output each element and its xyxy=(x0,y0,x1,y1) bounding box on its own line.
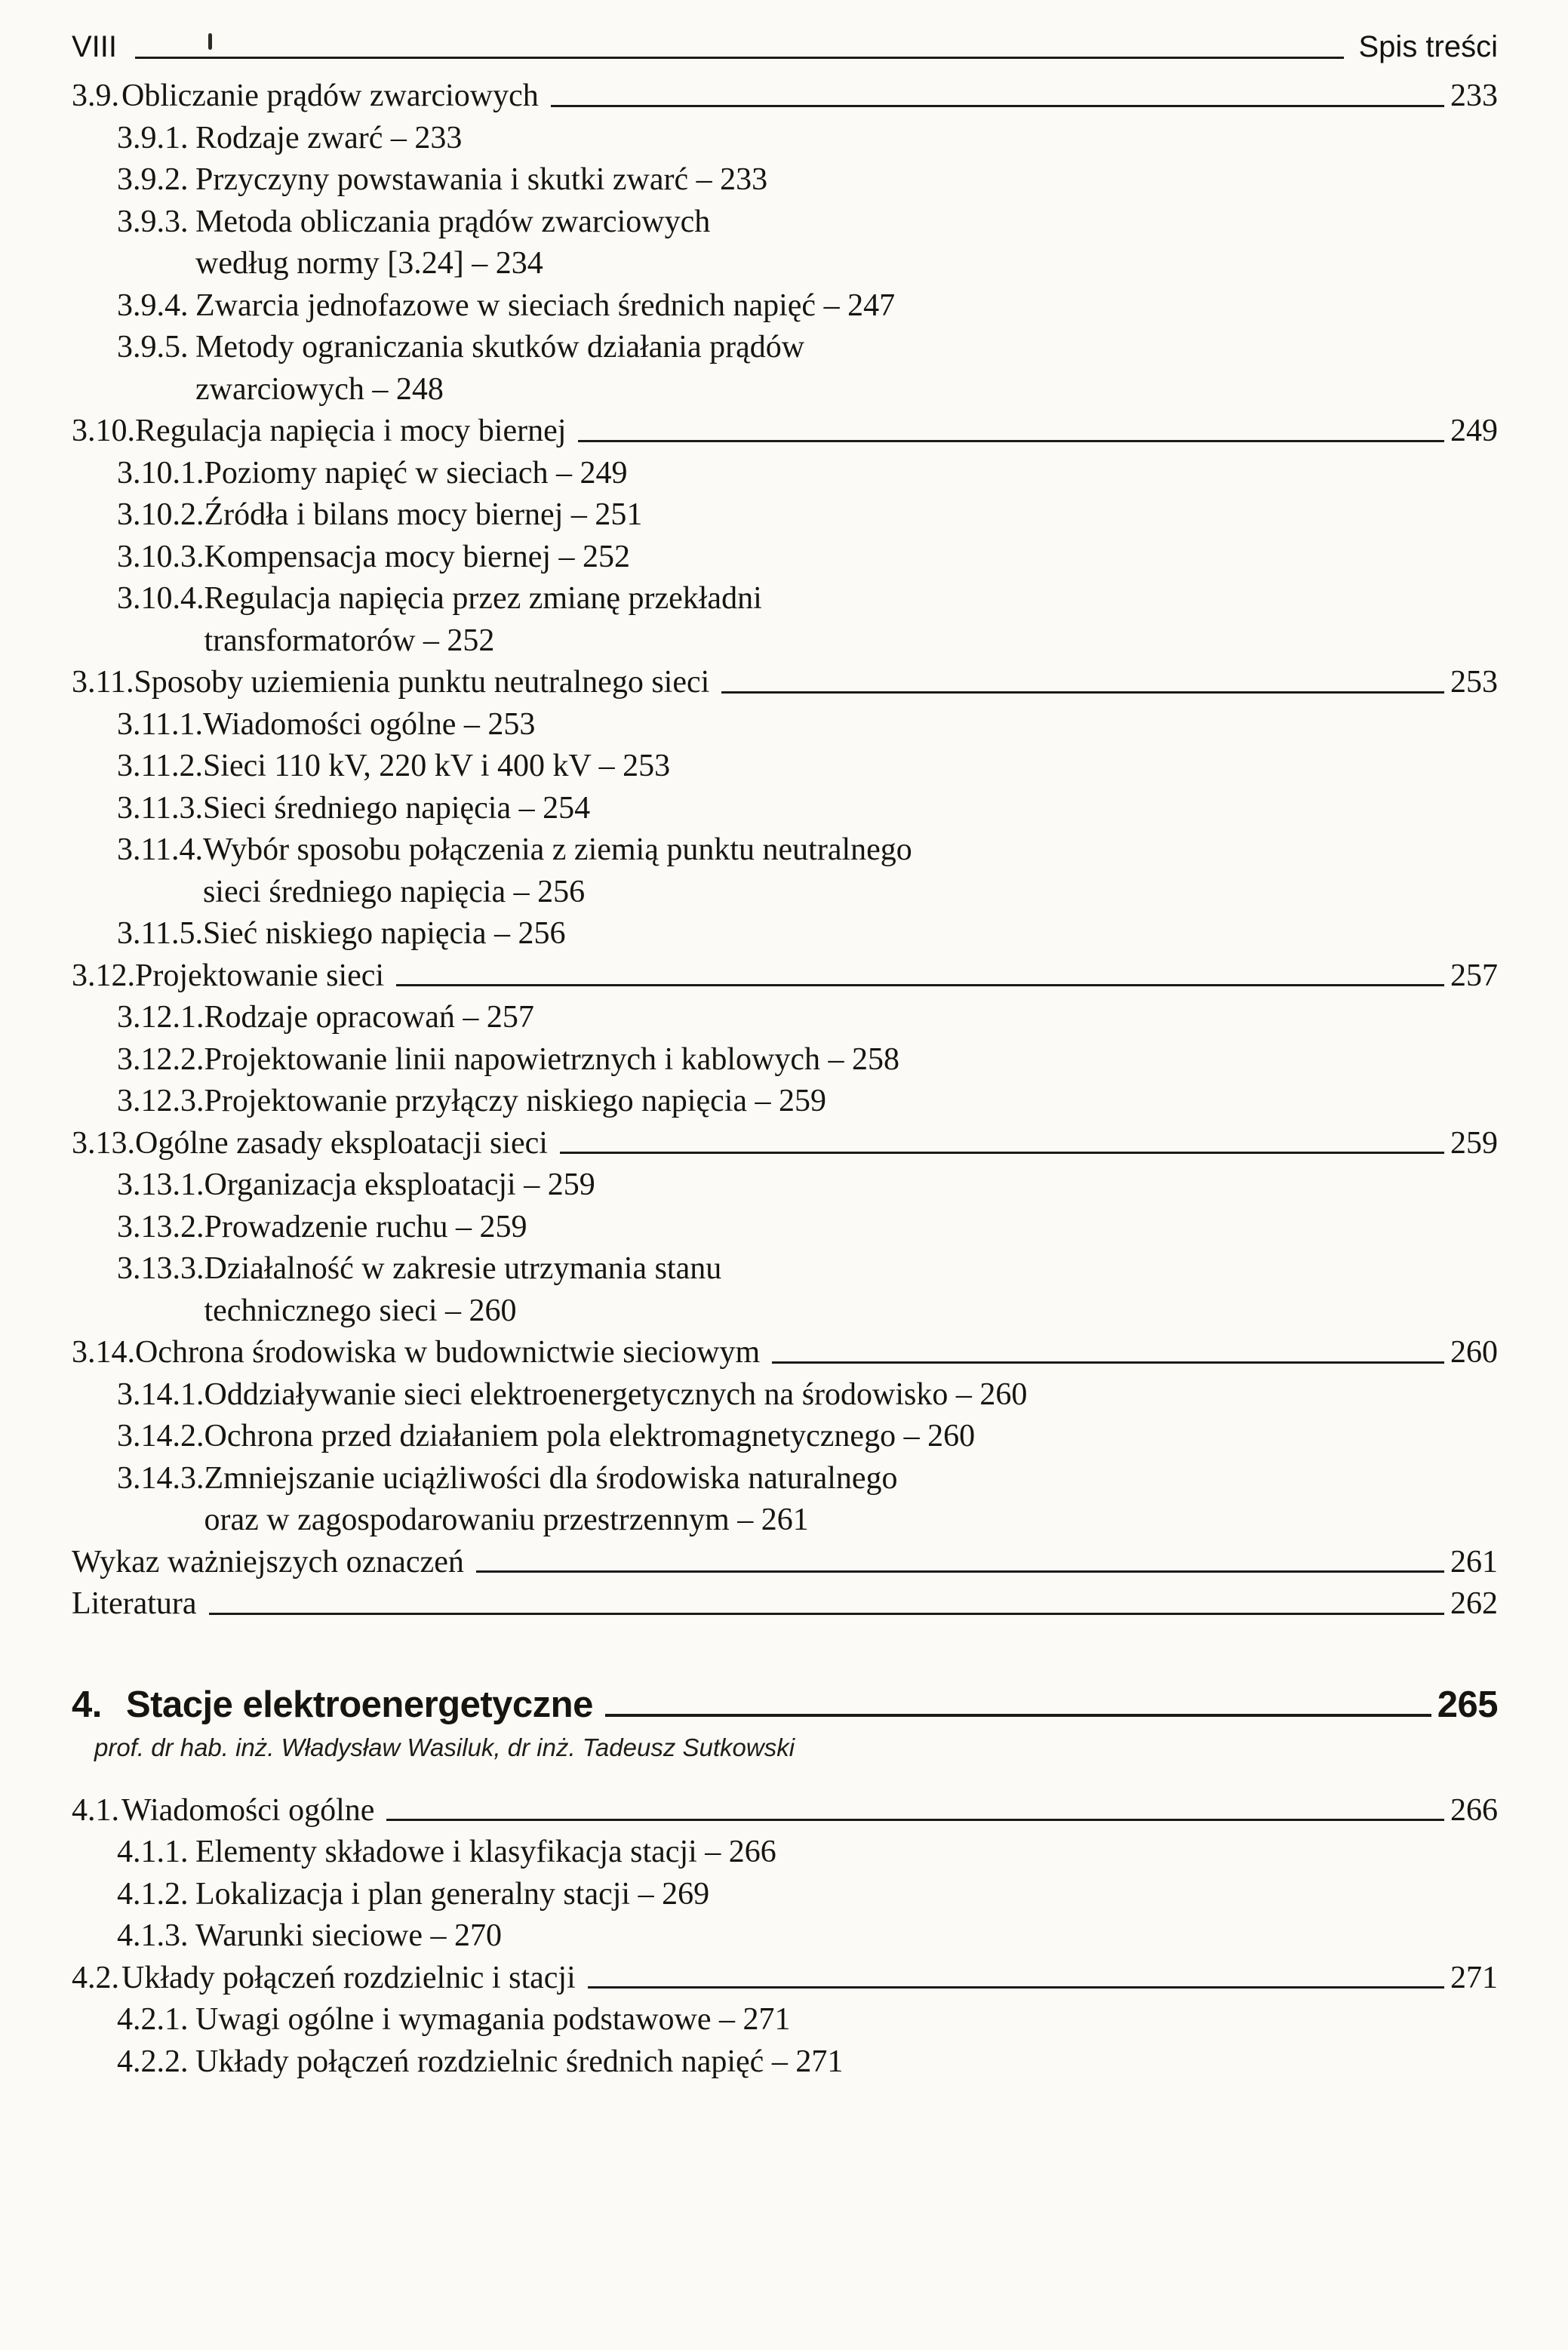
toc-entry xyxy=(117,1374,1498,1416)
entry-text-block xyxy=(203,913,1498,955)
entry-text-line: transformatorów – 252 xyxy=(204,623,495,658)
entry-page-number: 260 xyxy=(1450,1335,1498,1370)
toc-entry xyxy=(117,494,1498,537)
entry-number: 4.1.1. xyxy=(117,1835,189,1869)
toc-entry xyxy=(117,327,1498,411)
leader-line xyxy=(772,1361,1444,1364)
entry-number: 3.10.2. xyxy=(117,497,204,532)
leader-line xyxy=(551,105,1444,107)
entry-page-number: 262 xyxy=(1450,1586,1498,1621)
toc-entry xyxy=(117,997,1498,1039)
entry-text-line: Projektowanie linii napowietrznych i kablowych – 258 xyxy=(204,1041,899,1077)
entry-text-line: Projektowanie przyłączy niskiego napięcia – 259 xyxy=(204,1084,827,1118)
entry-number: 3.9.5. xyxy=(117,330,189,364)
entry-text-line: Rodzaje opracowań – 257 xyxy=(204,1000,534,1035)
entry-number: 4.1. xyxy=(72,1792,119,1828)
toc-entry xyxy=(117,913,1498,955)
entry-number: 3.12.2. xyxy=(117,1041,204,1077)
entry-text-block xyxy=(195,201,1498,285)
leader-line xyxy=(396,984,1444,986)
entry-text-block xyxy=(195,1832,1498,1874)
entry-text-block xyxy=(195,1999,1498,2041)
entry-text-line: Zwarcia jednofazowe w sieciach średnich napięć – 247 xyxy=(195,288,896,323)
entry-text-block xyxy=(204,494,1499,537)
entry-number: 4.2. xyxy=(72,1960,119,1995)
entry-number: 3.9.1. xyxy=(117,120,189,155)
entry-page-number: 265 xyxy=(1437,1684,1498,1725)
entry-text-line: Organizacja eksploatacji – 259 xyxy=(204,1167,595,1202)
entry-text-line: Sieć niskiego napięcia – 256 xyxy=(202,916,566,951)
entry-number: 3.10.1. xyxy=(117,455,204,491)
entry-text-line: technicznego sieci – 260 xyxy=(204,1293,517,1328)
entry-text-line: Działalność w zakresie utrzymania stanu xyxy=(204,1251,722,1286)
entry-number: 3.14. xyxy=(72,1335,135,1370)
entry-text-block xyxy=(204,1374,1499,1416)
toc-entry xyxy=(72,1583,1498,1626)
leader-line xyxy=(386,1819,1444,1821)
entry-text-line: oraz w zagospodarowaniu przestrzennym – 261 xyxy=(204,1503,809,1537)
chapter-entry xyxy=(72,1681,1498,1728)
entry-page-number: 271 xyxy=(1450,1960,1498,1995)
entry-number: 4.1.2. xyxy=(117,1876,189,1912)
entry-text-line: sieci średniego napięcia – 256 xyxy=(202,874,586,909)
entry-number: 3.13.1. xyxy=(117,1167,204,1202)
header-title: Spis treści xyxy=(1358,30,1498,63)
toc-entry xyxy=(72,1542,1498,1584)
leader-line xyxy=(560,1152,1444,1154)
toc-entry xyxy=(117,2041,1498,2084)
toc-entry xyxy=(117,746,1498,788)
entry-number: 4.1.3. xyxy=(117,1918,189,1953)
entry-title: Układy połączeń rozdzielnic i stacji xyxy=(121,1960,576,1995)
entry-text-line: Metoda obliczania prądów zwarciowych xyxy=(195,204,711,239)
toc-entry xyxy=(72,1958,1498,2000)
entry-title: Projektowanie sieci xyxy=(135,958,385,993)
entry-text-block xyxy=(204,1207,1499,1249)
toc-entry xyxy=(72,1790,1498,1832)
entry-page-number: 261 xyxy=(1450,1544,1498,1579)
toc-entry xyxy=(117,285,1498,328)
toc-entry xyxy=(117,1207,1498,1249)
entry-page-number: 233 xyxy=(1450,78,1498,113)
entry-text-block xyxy=(195,159,1498,201)
entry-text-block xyxy=(195,118,1498,160)
entry-text-block xyxy=(204,453,1499,495)
entry-text-line: Ochrona przed działaniem pola elektromagnetycznego – 260 xyxy=(204,1419,976,1453)
entry-page-number: 253 xyxy=(1450,665,1498,700)
entry-page-number: 259 xyxy=(1450,1125,1498,1161)
toc-entry xyxy=(117,1039,1498,1081)
leader-line xyxy=(721,691,1444,694)
entry-text-block xyxy=(203,829,1498,913)
entry-text-block xyxy=(204,997,1499,1039)
toc-entry xyxy=(117,201,1498,285)
entry-number: 3.14.1. xyxy=(117,1376,204,1412)
entry-title: Regulacja napięcia i mocy biernej xyxy=(135,414,567,448)
toc-entry xyxy=(117,1416,1498,1458)
entry-number: 3.13. xyxy=(72,1125,135,1161)
entry-text-block xyxy=(204,537,1499,579)
toc-entry xyxy=(117,1999,1498,2041)
entry-text-block xyxy=(195,2041,1498,2084)
entry-text-block xyxy=(204,1416,1499,1458)
toc-entry xyxy=(72,411,1498,453)
entry-text-line: Sieci średniego napięcia – 254 xyxy=(202,790,591,826)
leader-line xyxy=(209,1613,1444,1615)
toc-entry xyxy=(117,537,1498,579)
entry-number: 3.10. xyxy=(72,414,135,448)
entry-text-line: Poziomy napięć w sieciach – 249 xyxy=(204,455,628,491)
entry-number: 4. xyxy=(72,1684,102,1725)
entry-text-line: Przyczyny powstawania i skutki zwarć – 233 xyxy=(195,162,768,197)
toc-entry xyxy=(72,662,1498,704)
toc-entry xyxy=(117,453,1498,495)
leader-line xyxy=(476,1570,1444,1573)
entry-text-block xyxy=(204,1458,1499,1542)
entry-number: 4.2.2. xyxy=(117,2044,189,2079)
entry-text-line: Warunki sieciowe – 270 xyxy=(195,1918,503,1953)
entry-text-line: Oddziaływanie sieci elektroenergetycznych na środowisko – 260 xyxy=(204,1376,1028,1412)
toc-entry xyxy=(117,1458,1498,1542)
entry-text-block xyxy=(195,1915,1498,1958)
toc-list xyxy=(72,75,1498,2083)
entry-number: 3.13.2. xyxy=(117,1209,204,1244)
entry-text-line: według normy [3.24] – 234 xyxy=(195,246,543,281)
entry-text-line: Metody ograniczania skutków działania prądów xyxy=(195,330,805,364)
entry-number: 3.9.4. xyxy=(117,288,189,323)
toc-entry xyxy=(117,1915,1498,1958)
entry-text-block xyxy=(204,1248,1499,1332)
entry-text-line: Uwagi ogólne i wymagania podstawowe – 271 xyxy=(195,2002,791,2037)
entry-text-block xyxy=(195,1874,1498,1916)
entry-page-number: 266 xyxy=(1450,1792,1498,1828)
entry-text-line: Kompensacja mocy biernej – 252 xyxy=(204,539,630,574)
entry-text-line: Wybór sposobu połączenia z ziemią punktu neutralnego xyxy=(202,832,912,867)
entry-title: Ochrona środowiska w budownictwie sieciowym xyxy=(135,1335,761,1370)
running-head xyxy=(72,29,1498,65)
entry-title: Obliczanie prądów zwarciowych xyxy=(121,78,539,113)
toc-entry xyxy=(72,75,1498,118)
toc-entry xyxy=(117,1832,1498,1874)
entry-text-block xyxy=(195,327,1498,411)
page-number-label: VIII xyxy=(72,30,118,63)
entry-number: 3.12.1. xyxy=(117,1000,204,1035)
entry-title: Ogólne zasady eksploatacji sieci xyxy=(135,1125,548,1161)
entry-text-block xyxy=(204,1081,1499,1123)
toc-entry xyxy=(72,955,1498,998)
entry-number: 3.9.2. xyxy=(117,162,189,197)
entry-number: 3.10.3. xyxy=(117,539,204,574)
entry-number: 3.10.4. xyxy=(117,581,204,616)
entry-number: 3.11.2. xyxy=(117,749,203,783)
entry-text-line: Wiadomości ogólne – 253 xyxy=(202,706,536,742)
leader-line xyxy=(578,440,1444,442)
entry-number: 3.11.5. xyxy=(117,916,203,951)
entry-text-block xyxy=(203,788,1498,830)
entry-text-block xyxy=(204,1039,1499,1081)
entry-text-line: Rodzaje zwarć – 233 xyxy=(195,120,463,155)
entry-title: Literatura xyxy=(72,1586,197,1621)
entry-text-line: zwarciowych – 248 xyxy=(195,371,444,407)
entry-text-line: Źródła i bilans mocy biernej – 251 xyxy=(204,497,643,532)
entry-number: 3.12. xyxy=(72,958,135,993)
entry-page-number: 257 xyxy=(1450,958,1498,993)
entry-text-line: Zmniejszanie uciążliwości dla środowiska naturalnego xyxy=(204,1460,898,1496)
entry-text-line: Prowadzenie ruchu – 259 xyxy=(204,1209,527,1244)
entry-number: 3.14.3. xyxy=(117,1460,204,1496)
entry-number: 3.11.4. xyxy=(117,832,203,867)
entry-text-block xyxy=(203,746,1498,788)
toc-entry xyxy=(117,159,1498,201)
entry-number: 3.9.3. xyxy=(117,204,189,239)
toc-entry xyxy=(117,1874,1498,1916)
toc-entry xyxy=(117,118,1498,160)
entry-title: Stacje elektroenergetyczne xyxy=(126,1684,593,1725)
entry-number: 3.14.2. xyxy=(117,1419,204,1453)
toc-entry xyxy=(117,704,1498,746)
leader-line xyxy=(605,1714,1431,1717)
toc-entry xyxy=(117,1248,1498,1332)
leader-line xyxy=(588,1986,1444,1989)
toc-entry xyxy=(117,1081,1498,1123)
toc-entry xyxy=(117,829,1498,913)
header-rule xyxy=(135,57,1343,59)
entry-text-line: Elementy składowe i klasyfikacja stacji – 266 xyxy=(195,1835,776,1869)
entry-text-block xyxy=(203,704,1498,746)
entry-text-block xyxy=(204,578,1499,662)
entry-number: 3.13.3. xyxy=(117,1251,204,1286)
entry-title: Wiadomości ogólne xyxy=(121,1792,375,1828)
entry-number: 3.9. xyxy=(72,78,119,113)
ink-speck xyxy=(208,33,212,50)
entry-number: 3.11.1. xyxy=(117,706,203,742)
toc-entry xyxy=(72,1332,1498,1374)
entry-title: Wykaz ważniejszych oznaczeń xyxy=(72,1544,464,1579)
entry-number: 3.11. xyxy=(72,665,134,700)
toc-entry xyxy=(117,578,1498,662)
entry-page-number: 249 xyxy=(1450,414,1498,448)
entry-text-line: Sieci 110 kV, 220 kV i 400 kV – 253 xyxy=(202,749,671,783)
chapter-authors: prof. dr hab. inż. Władysław Wasiluk, dr inż. Tadeusz Sutkowski xyxy=(94,1733,795,1761)
entry-text-block xyxy=(195,285,1498,328)
entry-title: Sposoby uziemienia punktu neutralnego sieci xyxy=(134,665,710,700)
entry-text-block xyxy=(204,1164,1499,1207)
entry-text-line: Regulacja napięcia przez zmianę przekładni xyxy=(204,581,762,616)
entry-number: 4.2.1. xyxy=(117,2002,189,2037)
entry-text-line: Lokalizacja i plan generalny stacji – 269 xyxy=(195,1876,710,1912)
toc-entry xyxy=(117,788,1498,830)
toc-entry xyxy=(72,1123,1498,1165)
entry-text-line: Układy połączeń rozdzielnic średnich napięć – 271 xyxy=(195,2044,844,2079)
toc-entry xyxy=(117,1164,1498,1207)
entry-number: 3.11.3. xyxy=(117,790,203,826)
entry-number: 3.12.3. xyxy=(117,1084,204,1118)
